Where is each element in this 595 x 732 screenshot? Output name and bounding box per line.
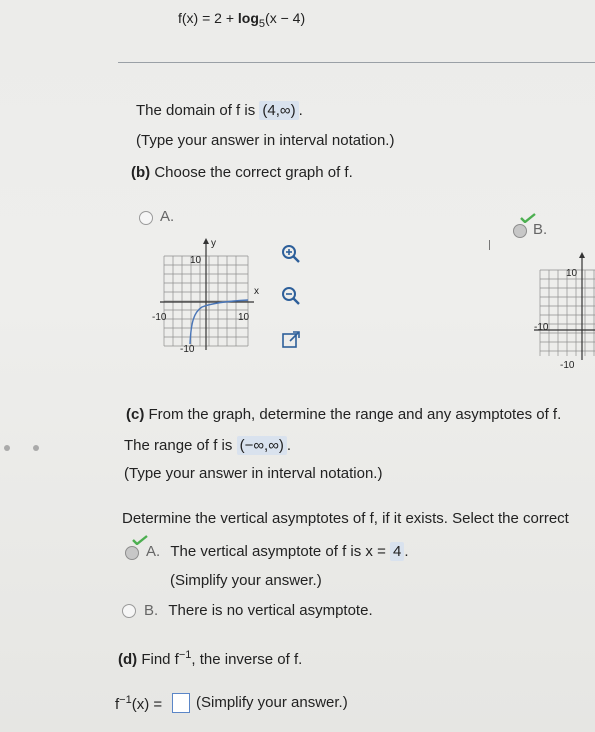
function-arg: (x − 4) [265, 10, 306, 26]
graph-b[interactable] [530, 248, 595, 372]
zoom-out-icon[interactable] [280, 285, 302, 307]
range-answer[interactable]: (−∞,∞) [237, 436, 287, 455]
part-d-label: (d) [118, 651, 138, 668]
graph-a-tick-left: -10 [152, 312, 167, 323]
function-log-base: 5 [258, 17, 266, 30]
graph-a[interactable] [150, 232, 265, 357]
option-b-divider-tick [489, 240, 490, 250]
range-line [124, 437, 291, 454]
graph-a-tick-right: 10 [238, 312, 250, 323]
inverse-lhs-rest: (x) = [131, 696, 163, 713]
expand-icon[interactable] [280, 329, 302, 351]
option-a-radio[interactable] [139, 211, 153, 225]
section-divider [118, 62, 595, 63]
inverse-equation [115, 694, 162, 713]
graph-a-x-label: x [254, 286, 259, 297]
asymptote-option-b-radio[interactable] [122, 604, 136, 618]
asymptote-option-b-letter: B. [144, 602, 159, 619]
function-log: log [237, 10, 259, 26]
option-b-label: B. [533, 221, 548, 238]
range-hint: (Type your answer in interval notation.) [124, 465, 383, 482]
part-d-sup: −1 [178, 649, 192, 661]
option-b-radio[interactable] [513, 224, 527, 238]
inverse-hint: (Simplify your answer.) [196, 694, 348, 711]
domain-suffix: . [298, 102, 303, 119]
range-prefix: The range of f is [124, 437, 233, 454]
graph-a-tick-bottom: -10 [180, 344, 195, 355]
inverse-answer-box[interactable] [172, 693, 190, 713]
domain-line [136, 102, 303, 119]
asymptote-option-a [146, 543, 409, 560]
graph-b-tick-bottom: -10 [560, 360, 575, 371]
function-definition [178, 10, 305, 30]
part-d-text-suffix: , the inverse of f. [191, 651, 303, 668]
part-c-prompt [126, 406, 561, 423]
graph-b-tick-top: 10 [566, 268, 578, 279]
part-c-text: From the graph, determine the range and any asymptotes of f. [148, 406, 562, 423]
inverse-lhs: f [115, 696, 120, 713]
part-b-text: Choose the correct graph of f. [154, 164, 353, 181]
zoom-in-icon[interactable] [280, 243, 302, 265]
domain-answer[interactable]: (4,∞) [259, 101, 298, 120]
graph-b-tick-left: -10 [534, 322, 549, 333]
asymptote-suffix: . [404, 543, 409, 560]
asymptote-value[interactable]: 4 [390, 542, 404, 561]
range-suffix: . [286, 437, 292, 454]
asymptote-option-a-text: The vertical asymptote of f is x = [170, 543, 386, 560]
graph-a-y-arrow [203, 238, 209, 244]
graph-a-y-label: y [211, 238, 216, 249]
asymptote-prompt: Determine the vertical asymptotes of f, if it exists. Select the correct [122, 510, 569, 527]
part-b-prompt [131, 164, 353, 181]
option-a-label: A. [160, 208, 175, 225]
domain-prefix: The domain of f is [136, 102, 256, 119]
asymptote-option-a-radio[interactable] [125, 546, 139, 560]
graph-b-y-arrow [579, 252, 585, 258]
inverse-lhs-sup: −1 [119, 694, 132, 706]
domain-hint: (Type your answer in interval notation.) [136, 132, 395, 149]
part-b-label: (b) [131, 164, 151, 181]
function-lhs: f(x) = 2 + [178, 10, 238, 26]
asymptote-option-b [144, 602, 373, 619]
asymptote-option-a-hint: (Simplify your answer.) [170, 572, 322, 589]
asymptote-option-a-letter: A. [146, 543, 161, 560]
asymptote-option-b-text: There is no vertical asymptote. [168, 602, 373, 619]
part-d-prompt [118, 649, 302, 668]
graph-b-grid [540, 270, 595, 356]
part-d-text-prefix: Find f [141, 651, 179, 668]
part-c-label: (c) [126, 406, 145, 423]
graph-a-tick-top: 10 [190, 255, 202, 266]
